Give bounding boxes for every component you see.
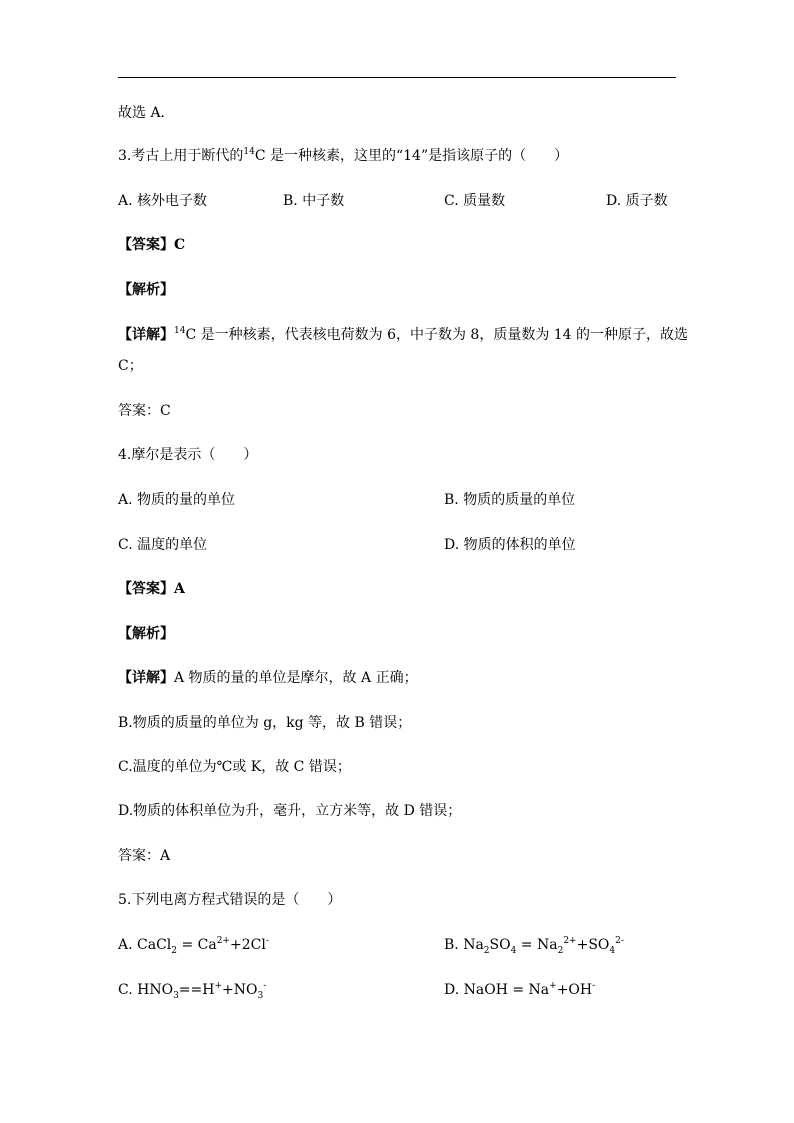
q3-detail-cont: C； [118,358,143,374]
q4-option-a: A. 物质的量的单位 [118,492,236,508]
subscript: 3 [173,991,179,1001]
q5-option-b [444,936,624,954]
subscript: 2 [557,946,564,956]
q5-option-a [118,936,269,954]
question-3-text-a: 3.考古上用于断代的 [118,148,244,164]
subscript: 4 [510,946,517,956]
subscript: 2 [171,946,177,956]
detail-text: A 物质的量的单位是摩尔，故 A 正确； [174,670,418,686]
superscript: 2+ [563,936,577,946]
q4-option-c: C. 温度的单位 [118,537,208,553]
superscript: + [214,981,223,991]
q3-option-a: A. 核外电子数 [118,193,208,209]
formula-text: +SO [576,937,610,953]
question-5: 5.下列电离方程式错误的是（ ） [118,892,342,908]
formula-text: +NO [222,982,258,998]
q4-option-b: B. 物质的质量的单位 [444,492,576,508]
q5-option-c [118,981,266,999]
formula-text: = Ca [177,937,217,953]
superscript: + [549,981,557,991]
question-4: 4.摩尔是表示（ ） [118,447,258,463]
superscript: - [263,981,267,991]
q3-analysis: 【解析】 [118,282,174,298]
superscript: 2- [615,936,624,946]
superscript: 2+ [216,936,230,946]
q3-detail [118,326,688,344]
formula-text: ==H [178,982,215,998]
formula-text: +OH [556,982,593,998]
q4-detail-b: B.物质的质量的单位为 g，kg 等，故 B 错误； [118,715,412,731]
subscript: 2 [483,946,490,956]
text-line: 故选 A． [118,105,175,121]
subscript: 4 [609,946,616,956]
formula-text: SO [489,937,511,953]
q4-analysis: 【解析】 [118,626,174,642]
formula-text: B. Na [444,937,484,953]
header-rule [118,77,676,78]
q4-final-answer: 答案：A [118,848,171,864]
isotope-superscript: 14 [174,326,186,336]
q3-option-c: C. 质量数 [444,193,506,209]
q4-answer: 【答案】A [118,581,185,597]
isotope-superscript: 14 [243,147,255,157]
q3-answer: 【答案】C [118,237,186,253]
q4-detail-d: D.物质的体积单位为升，毫升，立方米等，故 D 错误； [118,803,462,819]
q4-option-d: D. 物质的体积的单位 [444,537,576,553]
formula-text: D. NaOH = Na [444,982,550,998]
q3-option-d: D. 质子数 [606,193,668,209]
formula-text: C. HNO [118,982,174,998]
formula-text: +2Cl [229,937,266,953]
q5-option-d [444,981,595,999]
detail-label: 【详解】 [118,670,174,686]
q3-option-b: B. 中子数 [283,193,345,209]
q4-detail-a [118,669,418,687]
question-3-text-b: C 是一种核素，这里的“14”是指该原子的（ ） [254,148,569,164]
q3-final-answer: 答案：C [118,403,171,419]
detail-text: C 是一种核素，代表核电荷数为 6，中子数为 8，质量数为 14 的一种原子，故选 [185,327,689,343]
detail-label: 【详解】 [118,327,174,343]
superscript: - [592,981,596,991]
q4-detail-c: C.温度的单位为℃或 K，故 C 错误； [118,759,351,775]
superscript: - [265,936,269,946]
formula-text: A. CaCl [118,937,172,953]
question-3 [118,147,568,165]
formula-text: = Na [516,937,558,953]
subscript: 3 [257,991,264,1001]
